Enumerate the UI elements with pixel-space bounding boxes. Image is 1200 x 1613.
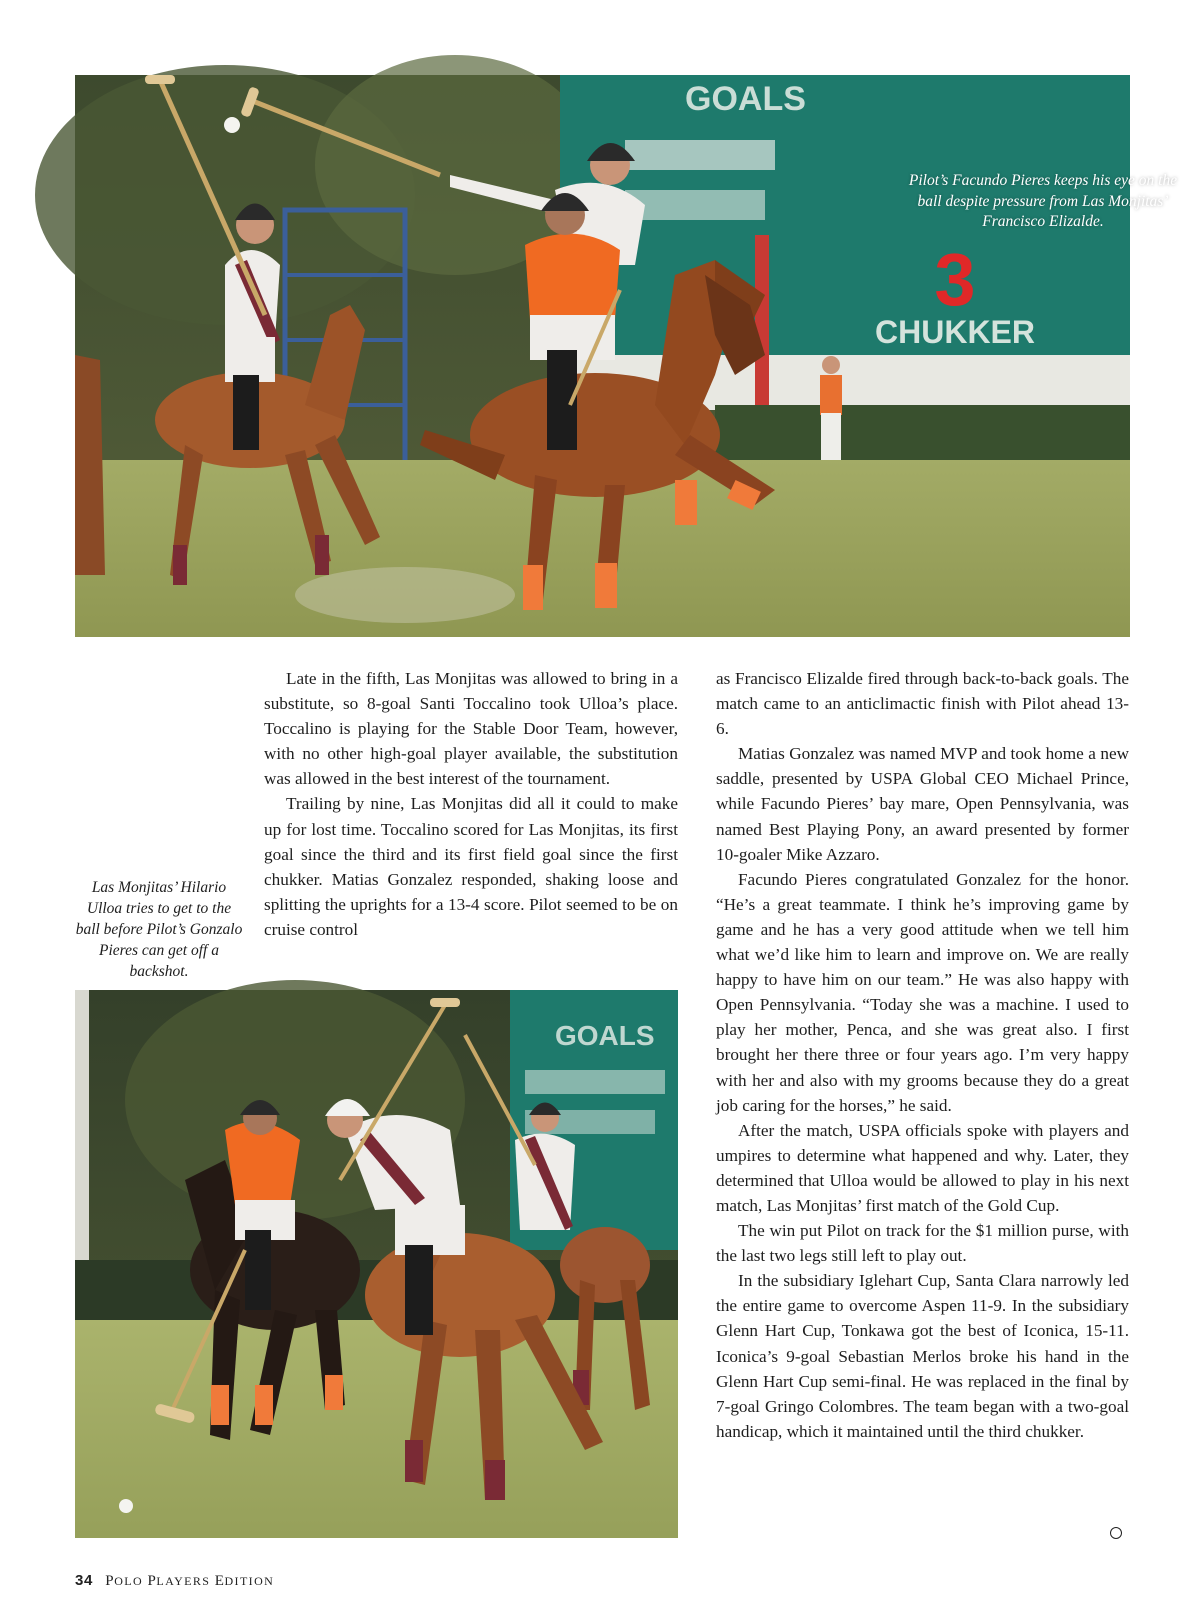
article-paragraph: Trailing by nine, Las Monjitas did all it could to make up for lost time. Toccalino scored for Las Monjitas, its first goal since the third and its first field goal since the first chukker. Matias Gonzalez responded, shaking loose and splitting the uprights for a 13-4 score. Pilot seemed to be on cruise control: [264, 794, 678, 939]
photo-top: [75, 75, 1178, 637]
scoreboard-bottom-header: GOALS: [555, 1020, 655, 1051]
polo-action-photo-top: [75, 75, 1130, 637]
article-paragraph: Late in the fifth, Las Monjitas was allowed to bring in a substitute, so 8-goal Santi Toccalino took Ulloa’s place. Toccalino is playing for the Stable Door Team, however, with no other high-goal player available, the substitution was allowed in the best interest of the tournament.: [264, 669, 678, 789]
rider-orange-jersey: [525, 234, 620, 320]
page-footer: [75, 1572, 274, 1590]
scoreboard-header: GOALS: [685, 80, 806, 118]
article-paragraph: After the match, USPA officials spoke with players and umpires to determine what happened and why. Later, they determined that Ulloa would be allowed to play in his next match, Las Monjitas’ first match of the Gold Cup.: [716, 1120, 1129, 1215]
article-column-left: [264, 666, 678, 942]
publication-name: POLO PLAYERS EDITION: [105, 1573, 275, 1589]
polo-action-photo-bottom: [75, 990, 678, 1538]
article-column-right: [716, 666, 1129, 1444]
polo-ball: [224, 117, 240, 133]
article-paragraph: The win put Pilot on track for the $1 million purse, with the last two legs still left to play out.: [716, 1221, 1129, 1266]
photo-top-caption: Pilot’s Facundo Pieres keeps his eye on the ball despite pressure from Las Monjitas’ Francisco Elizalde.: [908, 172, 1178, 230]
chukker-number: 3: [934, 238, 976, 321]
article-paragraph: In the subsidiary Iglehart Cup, Santa Clara narrowly led the entire game to overcome Aspen 11-9. In the subsidiary Glenn Hart Cup, Tonkawa got the best of Iconica, 15-11. Iconica’s 9-goal Sebastian Merlos broke his hand in the Glenn Hart Cup semi-final. He was replaced in the final by 7-goal Gringo Colombres. The team began with a two-goal handicap, which it maintained until the third chukker.: [716, 1271, 1129, 1441]
page-number: 34: [75, 1572, 93, 1589]
chukker-label: CHUKKER: [875, 314, 1035, 350]
end-of-article-mark: [1110, 1527, 1122, 1539]
photo-bottom-caption: Las Monjitas’ Hilario Ulloa tries to get to the ball before Pilot’s Gonzalo Pieres can get off a backshot.: [75, 879, 243, 980]
article-paragraph: Facundo Pieres congratulated Gonzalez for the honor. “He’s a great teammate. I think he’s improving game by game and he has a very good attitude when we tell him what we’d like him to learn and improve on. We are really happy to have him on our team.” He was also happy with Open Pennsylvania. “Today she was a machine. I used to play her mother, Penca, and she was great also. I first brought her there three or four years ago. I’m very happy with her and also with my grooms because they do a great job caring for the horses,” he said.: [716, 869, 1129, 1115]
photo-bottom: [75, 990, 678, 1538]
polo-ball-bottom: [119, 1499, 133, 1513]
article-paragraph: Matias Gonzalez was named MVP and took home a new saddle, presented by USPA Global CEO Michael Prince, while Facundo Pieres’ bay mare, Open Pennsylvania, was named Best Playing Pony, an award presented by former 10-goaler Mike Azzaro.: [716, 744, 1129, 864]
article-paragraph-continued: as Francisco Elizalde fired through back-to-back goals. The match came to an anticlimactic finish with Pilot ahead 13-6.: [716, 669, 1129, 739]
